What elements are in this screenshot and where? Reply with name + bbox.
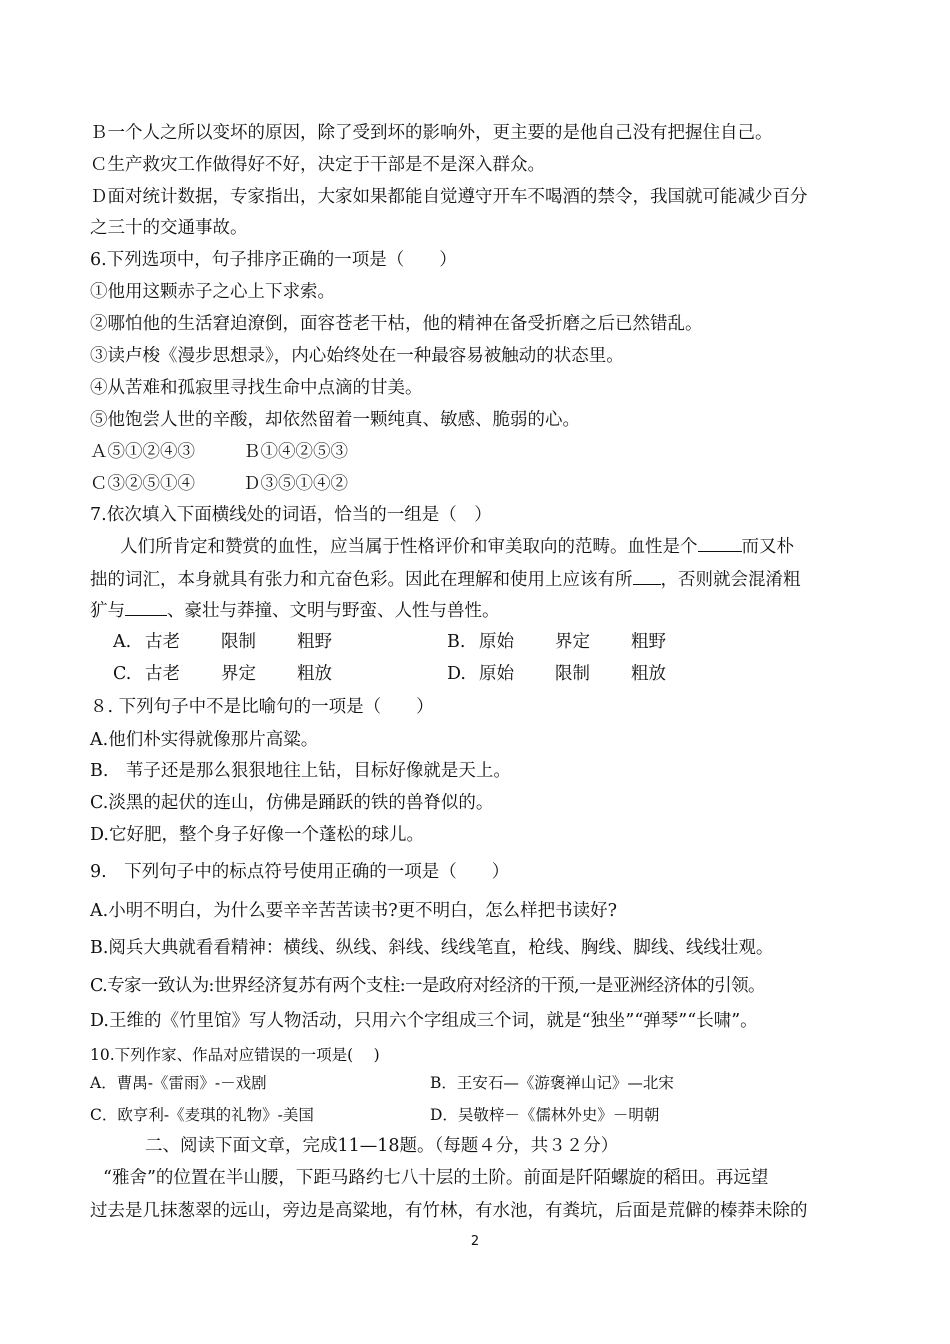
q7-option-c-letter: C.: [113, 664, 132, 684]
q7-option-a-word: 限制: [221, 632, 256, 652]
q7-passage-line3: [90, 599, 500, 623]
q7-option-d-word: 原始: [479, 664, 514, 684]
q6-options-row1: [90, 440, 348, 464]
q9-option-d: D.王维的《竹里馆》写人物活动，只用六个字组成三个词，就是“独坐”“弹琴”“长啸”。: [90, 1011, 758, 1031]
q7-passage-text: 人们所肯定和赞赏的血性，应当属于性格评价和审美取向的范畴。血性是个: [120, 537, 698, 557]
q7-option-b-word: 粗野: [631, 632, 666, 652]
q6-sentence-3: ③读卢梭《漫步思想录》，内心始终处在一种最容易被触动的状态里。: [90, 346, 624, 366]
section-2-heading: 二、阅读下面文章，完成11—18题。（每题４分，共３２分）: [145, 1136, 619, 1156]
q6-option-c: Ｃ③②⑤①④: [90, 474, 195, 494]
q7-passage-text: 、豪壮与莽撞、文明与野蛮、人性与兽性。: [167, 601, 500, 621]
q10-stem: 10.下列作家、作品对应错误的一项是( ): [90, 1046, 380, 1064]
q7-option-b-word: 界定: [555, 632, 590, 652]
q7-option-c-word: 粗放: [297, 664, 332, 684]
page-number: 2: [470, 1234, 480, 1249]
fill-blank-2: [633, 568, 661, 585]
reading-paragraph-line1: “雅舍”的位置在半山腰，下距马路约七八十层的土阶。前面是阡陌螺旋的稻田。再远望: [103, 1168, 769, 1188]
q7-option-d-word: 粗放: [631, 664, 666, 684]
q6-sentence-5: ⑤他饱尝人世的辛酸，却依然留着一颗纯真、敏感、脆弱的心。: [90, 410, 580, 430]
q7-option-a-word: 古老: [145, 632, 180, 652]
q10-options-row1: [90, 1071, 674, 1095]
q9-option-c: C.专家一致认为:世界经济复苏有两个支柱:一是政府对经济的干预,一是亚洲经济体的引领。: [90, 976, 765, 996]
q5-option-c: Ｃ生产救灾工作做得好不好，决定于干部是不是深入群众。: [90, 155, 545, 175]
q9-stem: 9. 下列句子中的标点符号使用正确的一项是（ ）: [90, 862, 510, 882]
q7-options-row1: [113, 630, 666, 654]
q7-option-b-word: 原始: [479, 632, 514, 652]
q7-passage-line1: [120, 535, 794, 559]
q8-option-b: B. 苇子还是那么狠狠地往上钻，目标好像就是天上。: [90, 761, 511, 781]
q10-option-d: D．吴敬梓－《儒林外史》－明朝: [430, 1106, 660, 1124]
fill-blank-1: [698, 535, 742, 552]
q6-sentence-4: ④从苦难和孤寂里寻找生命中点滴的甘美。: [90, 378, 423, 398]
q8-stem: ８. 下列句子中不是比喻句的一项是（ ）: [90, 697, 434, 717]
q9-option-a: A.小明不明白，为什么要辛辛苦苦读书?更不明白，怎么样把书读好?: [90, 901, 617, 921]
q6-sentence-2: ②哪怕他的生活窘迫潦倒，面容苍老干枯，他的精神在备受折磨之后已然错乱。: [90, 314, 703, 334]
q7-option-c-word: 古老: [145, 664, 180, 684]
q6-stem: 6.下列选项中，句子排序正确的一项是（ ）: [90, 250, 457, 270]
q6-sentence-1: ①他用这颗赤子之心上下求索。: [90, 282, 335, 302]
q7-option-d-letter: D.: [447, 664, 466, 684]
q6-options-row2: [90, 472, 348, 496]
q6-option-d: Ｄ③⑤①④②: [243, 474, 348, 494]
q10-options-row2: [90, 1103, 659, 1127]
q5-option-d-line2: 之三十的交通事故。: [90, 218, 248, 238]
q10-option-a: A．曹禺-《雷雨》-－戏剧: [90, 1074, 267, 1092]
q7-passage-text: ，否则就会混淆粗: [660, 570, 801, 590]
q7-option-b-letter: B.: [447, 632, 466, 652]
q7-option-c-word: 界定: [221, 664, 256, 684]
q8-option-c: C.淡黑的起伏的连山，仿佛是踊跃的铁的兽脊似的。: [90, 793, 494, 813]
q7-option-a-word: 粗野: [297, 632, 332, 652]
q7-option-d-word: 限制: [555, 664, 590, 684]
q7-stem: 7.依次填入下面横线处的词语，恰当的一组是（ ）: [90, 505, 492, 525]
reading-paragraph-line2: 过去是几抹葱翠的远山，旁边是高粱地，有竹林，有水池，有粪坑，后面是荒僻的榛莽未除的: [90, 1201, 808, 1221]
q7-passage-text: 而又朴: [741, 537, 794, 557]
q5-option-b: Ｂ一个人之所以变坏的原因，除了受到坏的影响外，更主要的是他自己没有把握住自己。: [90, 123, 773, 143]
q7-passage-line2: [90, 568, 801, 592]
q5-option-d-line1: Ｄ面对统计数据，专家指出，大家如果都能自觉遵守开车不喝酒的禁令，我国就可能减少百分: [90, 187, 808, 207]
q8-option-d: D.它好肥，整个身子好像一个蓬松的球儿。: [90, 825, 424, 845]
q8-option-a: A.他们朴实得就像那片高粱。: [90, 730, 319, 750]
q7-option-a-letter: A.: [113, 632, 132, 652]
q7-passage-text: 拙的词汇，本身就具有张力和亢奋色彩。因此在理解和使用上应该有所: [90, 570, 633, 590]
q10-option-b: B．王安石—《游褒禅山记》—北宋: [430, 1074, 674, 1092]
q6-option-a: Ａ⑤①②④③: [90, 442, 195, 462]
q7-passage-text: 犷与: [90, 601, 125, 621]
q10-option-c: C．欧亨利-《麦琪的礼物》-美国: [90, 1106, 314, 1124]
q7-options-row2: [113, 662, 666, 686]
q9-option-b: B.阅兵大典就看看精神：横线、纵线、斜线、线线笔直，枪线、胸线、脚线、线线壮观。: [90, 938, 774, 958]
fill-blank-3: [125, 599, 167, 616]
q6-option-b: Ｂ①④②⑤③: [243, 442, 348, 462]
